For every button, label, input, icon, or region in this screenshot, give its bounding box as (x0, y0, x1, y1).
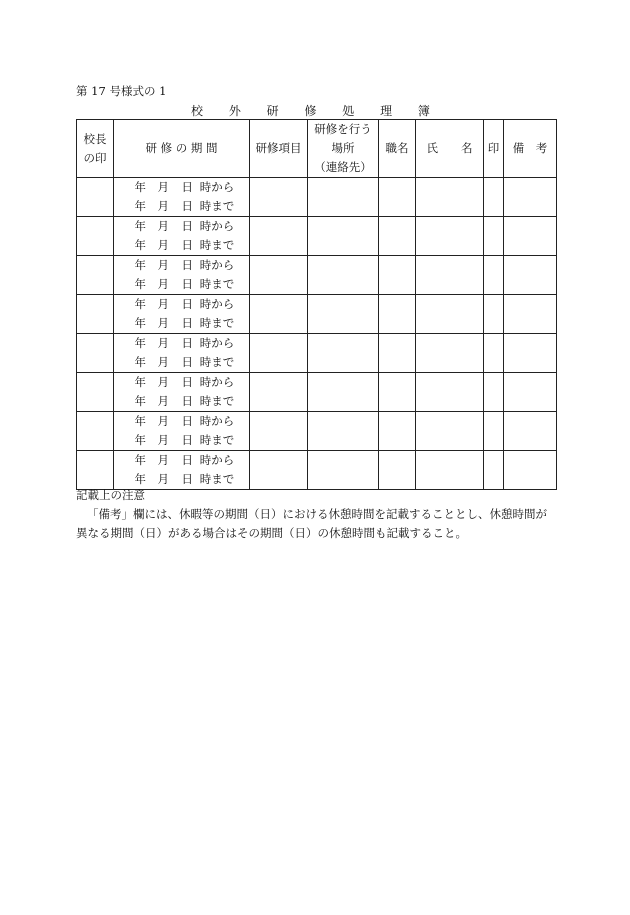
period-unit-year: 年 (134, 472, 146, 486)
document-title (76, 102, 556, 119)
cell-job-title[interactable] (379, 373, 416, 412)
period-unit-day: 日 (181, 394, 193, 408)
period-from-line (114, 334, 249, 353)
cell-training-item[interactable] (250, 334, 308, 373)
table-row (77, 451, 557, 490)
cell-name[interactable] (416, 412, 484, 451)
table-row (77, 334, 557, 373)
cell-remarks[interactable] (504, 334, 557, 373)
cell-location[interactable] (308, 451, 379, 490)
table-row (77, 256, 557, 295)
cell-principal-seal[interactable] (77, 451, 114, 490)
period-unit-day: 日 (181, 277, 193, 291)
period-from-line (114, 295, 249, 314)
cell-location[interactable] (308, 412, 379, 451)
period-unit-from: 時から (199, 180, 235, 194)
period-unit-month: 月 (157, 355, 169, 369)
period-unit-from: 時から (199, 414, 235, 428)
period-unit-year: 年 (134, 453, 146, 467)
period-unit-day: 日 (181, 238, 193, 252)
period-unit-month: 月 (157, 453, 169, 467)
header-period-text: 研 修 の 期 間 (145, 141, 218, 155)
table-row (77, 295, 557, 334)
cell-period (114, 451, 250, 490)
cell-name[interactable] (416, 373, 484, 412)
period-until-line (114, 392, 249, 411)
cell-remarks[interactable] (504, 451, 557, 490)
period-unit-year: 年 (134, 219, 146, 233)
document-title-text: 校 外 研 修 処 理 簿 (191, 104, 441, 118)
header-period (114, 120, 250, 178)
cell-training-item[interactable] (250, 178, 308, 217)
period-unit-year: 年 (134, 316, 146, 330)
period-unit-until: 時まで (199, 355, 235, 369)
cell-job-title[interactable] (379, 295, 416, 334)
notes-heading: 記載上の注意 (76, 488, 145, 502)
header-job-title: 職名 (379, 120, 416, 178)
header-row (77, 120, 557, 178)
cell-principal-seal[interactable] (77, 334, 114, 373)
cell-seal[interactable] (484, 334, 504, 373)
cell-period (114, 334, 250, 373)
period-unit-day: 日 (181, 199, 193, 213)
cell-name[interactable] (416, 217, 484, 256)
period-unit-day: 日 (181, 433, 193, 447)
period-unit-until: 時まで (199, 472, 235, 486)
cell-training-item[interactable] (250, 412, 308, 451)
period-unit-month: 月 (157, 297, 169, 311)
period-unit-month: 月 (157, 199, 169, 213)
period-unit-year: 年 (134, 297, 146, 311)
cell-remarks[interactable] (504, 178, 557, 217)
period-unit-year: 年 (134, 199, 146, 213)
cell-name[interactable] (416, 295, 484, 334)
period-unit-month: 月 (157, 336, 169, 350)
cell-remarks[interactable] (504, 412, 557, 451)
cell-principal-seal[interactable] (77, 256, 114, 295)
cell-location[interactable] (308, 334, 379, 373)
training-register-table (76, 119, 557, 490)
cell-seal[interactable] (484, 412, 504, 451)
period-unit-day: 日 (181, 336, 193, 350)
period-unit-month: 月 (157, 180, 169, 194)
period-unit-from: 時から (199, 297, 235, 311)
table-row (77, 217, 557, 256)
cell-principal-seal[interactable] (77, 373, 114, 412)
period-unit-year: 年 (134, 375, 146, 389)
header-location (308, 120, 379, 178)
period-unit-day: 日 (181, 472, 193, 486)
header-principal-seal (77, 120, 114, 178)
cell-period (114, 295, 250, 334)
table-row (77, 373, 557, 412)
cell-training-item[interactable] (250, 451, 308, 490)
cell-training-item[interactable] (250, 373, 308, 412)
cell-period (114, 256, 250, 295)
period-unit-until: 時まで (199, 277, 235, 291)
cell-seal[interactable] (484, 256, 504, 295)
register-body (77, 178, 557, 490)
cell-location[interactable] (308, 295, 379, 334)
table-row (77, 412, 557, 451)
notes-body: 「備考」欄には、休暇等の期間（日）における休憩時間を記載することとし、休憩時間が異なる期間（日）がある場合はその期間（日）の休憩時間も記載すること。 (76, 507, 547, 540)
header-remarks: 備 考 (504, 120, 557, 178)
cell-training-item[interactable] (250, 217, 308, 256)
cell-job-title[interactable] (379, 256, 416, 295)
cell-principal-seal[interactable] (77, 178, 114, 217)
period-unit-month: 月 (157, 472, 169, 486)
period-unit-year: 年 (134, 336, 146, 350)
period-unit-month: 月 (157, 219, 169, 233)
header-training-item: 研修項目 (250, 120, 308, 178)
header-principal-seal-line1: 校長 (83, 131, 107, 146)
header-seal: 印 (484, 120, 504, 178)
period-unit-from: 時から (199, 258, 235, 272)
period-unit-day: 日 (181, 258, 193, 272)
cell-principal-seal[interactable] (77, 295, 114, 334)
form-number: 第 17 号様式の 1 (76, 84, 167, 98)
period-unit-month: 月 (157, 433, 169, 447)
period-from-line (114, 256, 249, 275)
period-unit-month: 月 (157, 238, 169, 252)
period-unit-year: 年 (134, 433, 146, 447)
cell-seal[interactable] (484, 451, 504, 490)
cell-remarks[interactable] (504, 373, 557, 412)
cell-job-title[interactable] (379, 451, 416, 490)
period-until-line (114, 353, 249, 372)
cell-training-item[interactable] (250, 295, 308, 334)
period-until-line (114, 314, 249, 333)
cell-location[interactable] (308, 373, 379, 412)
period-unit-from: 時から (199, 453, 235, 467)
period-unit-year: 年 (134, 394, 146, 408)
cell-period (114, 412, 250, 451)
cell-name[interactable] (416, 334, 484, 373)
cell-location[interactable] (308, 256, 379, 295)
header-location-line2: 場所 (331, 141, 355, 155)
period-unit-month: 月 (157, 394, 169, 408)
cell-period (114, 373, 250, 412)
cell-name[interactable] (416, 451, 484, 490)
cell-training-item[interactable] (250, 256, 308, 295)
period-from-line (114, 217, 249, 236)
period-unit-day: 日 (181, 316, 193, 330)
cell-job-title[interactable] (379, 412, 416, 451)
period-unit-month: 月 (157, 316, 169, 330)
cell-location[interactable] (308, 178, 379, 217)
period-unit-day: 日 (181, 375, 193, 389)
period-until-line (114, 197, 249, 216)
cell-remarks[interactable] (504, 217, 557, 256)
cell-principal-seal[interactable] (77, 412, 114, 451)
cell-remarks[interactable] (504, 295, 557, 334)
period-until-line (114, 236, 249, 255)
period-unit-year: 年 (134, 238, 146, 252)
period-unit-day: 日 (181, 453, 193, 467)
period-from-line (114, 373, 249, 392)
period-until-line (114, 431, 249, 450)
cell-remarks[interactable] (504, 256, 557, 295)
period-until-line (114, 275, 249, 294)
period-unit-year: 年 (134, 355, 146, 369)
cell-job-title[interactable] (379, 217, 416, 256)
header-location-line3: （連絡先） (314, 160, 372, 174)
period-unit-day: 日 (181, 414, 193, 428)
period-unit-year: 年 (134, 414, 146, 428)
period-unit-year: 年 (134, 180, 146, 194)
cell-seal[interactable] (484, 178, 504, 217)
period-unit-until: 時まで (199, 316, 235, 330)
table-row (77, 178, 557, 217)
period-unit-until: 時まで (199, 433, 235, 447)
header-name: 氏 名 (416, 120, 484, 178)
period-from-line (114, 178, 249, 197)
cell-location[interactable] (308, 217, 379, 256)
period-unit-until: 時まで (199, 238, 235, 252)
period-unit-day: 日 (181, 180, 193, 194)
cell-period (114, 217, 250, 256)
period-from-line (114, 412, 249, 431)
cell-seal[interactable] (484, 373, 504, 412)
period-unit-month: 月 (157, 375, 169, 389)
period-unit-until: 時まで (199, 394, 235, 408)
period-unit-year: 年 (134, 258, 146, 272)
cell-seal[interactable] (484, 295, 504, 334)
cell-name[interactable] (416, 178, 484, 217)
period-unit-from: 時から (199, 375, 235, 389)
period-unit-month: 月 (157, 258, 169, 272)
header-location-line1: 研修を行う (314, 122, 372, 136)
header-principal-seal-line2: の印 (83, 150, 107, 165)
period-from-line (114, 451, 249, 470)
cell-job-title[interactable] (379, 334, 416, 373)
period-unit-day: 日 (181, 355, 193, 369)
period-unit-day: 日 (181, 219, 193, 233)
period-unit-from: 時から (199, 219, 235, 233)
cell-name[interactable] (416, 256, 484, 295)
period-unit-day: 日 (181, 297, 193, 311)
period-unit-from: 時から (199, 336, 235, 350)
cell-period (114, 178, 250, 217)
period-unit-month: 月 (157, 277, 169, 291)
cell-seal[interactable] (484, 217, 504, 256)
period-unit-year: 年 (134, 277, 146, 291)
period-unit-month: 月 (157, 414, 169, 428)
cell-job-title[interactable] (379, 178, 416, 217)
period-unit-until: 時まで (199, 199, 235, 213)
cell-principal-seal[interactable] (77, 217, 114, 256)
